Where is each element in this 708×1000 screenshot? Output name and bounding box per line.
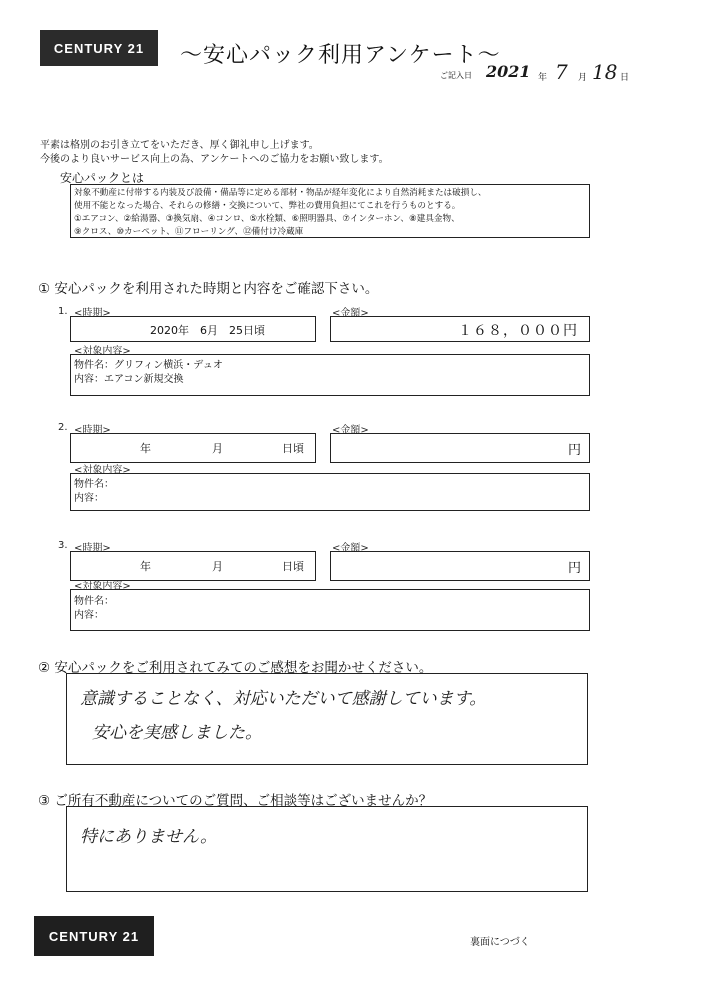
date-year: 2021 [486,62,531,81]
entry-2-year-unit: 年 [140,442,151,455]
entry-2-content-label: <対象内容> [74,465,131,476]
entry-3-content-label: <対象内容> [74,581,131,592]
q1-title: ① 安心パックを利用された時期と内容をご確認下さい。 [38,281,379,297]
q2-title: ② 安心パックをご利用されてみてのご感想をお聞かせください。 [38,660,433,676]
entry-1-amount-value: １６８，０００円 [458,323,578,339]
anshin-line-4: ⑨クロス、⑩カーペット、⑪フローリング、⑫備付け冷蔵庫 [74,227,304,237]
entry-2-number: 2. [58,422,68,433]
entry-3-content-field[interactable] [70,589,590,631]
entry-2-month-unit: 月 [212,442,223,455]
intro-line-1: 平素は格別のお引き立てをいただき、厚く御礼申し上げます。 [40,140,319,151]
date-year-unit: 年 [538,73,548,83]
date-label: ご記入日 [440,71,472,80]
entry-3-property: 物件名： [74,596,114,607]
entry-3-number: 3. [58,540,68,551]
entry-1-content: 内容：エアコン新規交換 [74,374,184,385]
q3-answer-box[interactable] [66,806,588,892]
entry-3-amount-label: <金額> [332,543,369,554]
entry-1-number: 1. [58,306,68,317]
entry-2-day-unit: 日頃 [282,442,304,455]
date-day-unit: 日 [620,73,630,83]
entry-2-property: 物件名： [74,479,114,490]
entry-1-content-label: <対象内容> [74,346,131,357]
entry-2-period-field[interactable] [70,433,316,463]
header-logo: CENTURY 21 [40,30,158,66]
anshin-line-1: 対象不動産に付帯する内装及び設備・備品等に定める部材・物品が経年変化により自然消耗または破損し、 [74,188,487,198]
q2-answer-line-1: 意識することなく、対応いただいて感謝しています。 [80,689,487,709]
entry-2-content-field[interactable] [70,473,590,511]
anshin-title: 安心パックとは [60,171,145,185]
page-title: ～安心パック利用アンケート～ [180,43,501,68]
q2-answer-line-2: 安心を実感しました。 [92,723,262,743]
continue-text: 裏面につづく [470,937,530,948]
entry-3-content: 内容： [74,610,104,621]
entry-1-period-label: <時期> [74,308,111,319]
entry-1-amount-label: <金額> [332,308,369,319]
entry-3-month-unit: 月 [212,560,223,573]
entry-3-year-unit: 年 [140,560,151,573]
q3-title: ③ ご所有不動産についてのご質問、ご相談等はございませんか？ [38,793,433,809]
entry-2-period-label: <時期> [74,425,111,436]
q3-answer: 特にありません。 [80,827,218,847]
footer-logo: CENTURY 21 [34,916,154,956]
entry-3-day-unit: 日頃 [282,560,304,573]
date-day: 18 [592,60,618,84]
entry-1-property: 物件名：グリフィン横浜・デュオ [74,360,223,371]
entry-3-yen: 円 [568,561,582,576]
entry-3-period-label: <時期> [74,543,111,554]
entry-2-yen: 円 [568,443,582,458]
anshin-line-2: 使用不能となった場合、それらの修繕・交換について、弊社の費用負担にてこれを行うものとする。 [74,201,461,211]
entry-2-content: 内容： [74,493,104,504]
date-month-unit: 月 [578,73,588,83]
intro-line-2: 今後のより良いサービス向上の為、アンケートへのご協力をお願い致します。 [40,154,389,165]
anshin-line-3: ①エアコン、②給湯器、③換気扇、④コンロ、⑤水栓類、⑥照明器具、⑦インターホン、⑧建具金物、 [74,214,460,224]
entry-2-amount-label: <金額> [332,425,369,436]
entry-1-period-value: 2020年 6月 25日頃 [150,324,265,337]
entry-2-amount-field[interactable] [330,433,590,463]
entry-3-amount-field[interactable] [330,551,590,581]
date-month: 7 [555,60,568,84]
